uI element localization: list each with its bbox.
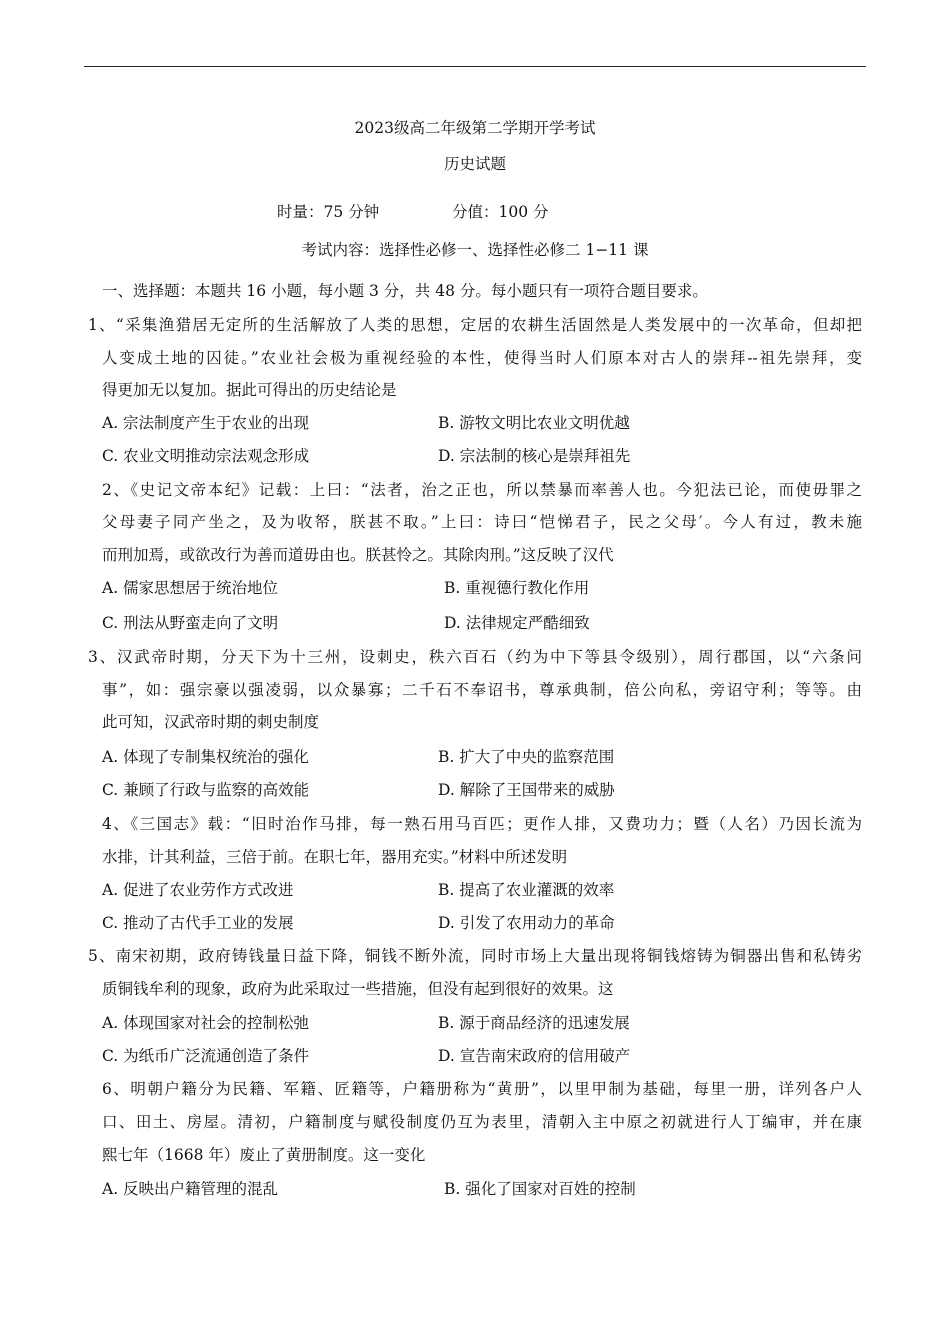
option-a: A. 儒家思想居于统治地位 xyxy=(102,579,279,597)
option-c: C. 刑法从野蛮走向了文明 xyxy=(102,614,279,632)
question-text-line: 人变成土地的囚徒。”农业社会极为重视经验的本性，使得当时人们原本对古人的崇拜--祖先崇拜，变 xyxy=(102,349,862,367)
exam-title: 2023级高二年级第二学期开学考试 xyxy=(354,119,596,137)
option-b: B. 源于商品经济的迅速发展 xyxy=(438,1014,630,1032)
option-b: B. 提高了农业灌溉的效率 xyxy=(438,881,615,899)
question-text-line: 6、明朝户籍分为民籍、军籍、匠籍等，户籍册称为“黄册”，以里甲制为基础，每里一册，详列各户人 xyxy=(102,1080,862,1098)
question-text-line: 质铜钱牟利的现象，政府为此采取过一些措施，但没有起到很好的效果。这 xyxy=(102,980,614,998)
option-a: A. 体现国家对社会的控制松弛 xyxy=(102,1014,310,1032)
question-text-line: 事”，如：强宗豪以强凌弱，以众暴寡；二千石不奉诏书，尊承典制，倍公向私，旁诏守利；等等。由 xyxy=(102,681,862,699)
question-text-line: 5、南宋初期，政府铸钱量日益下降，铜钱不断外流，同时市场上大量出现将铜钱熔铸为铜器出售和私铸劣 xyxy=(88,947,862,965)
question-text-line: 熙七年（1668 年）废止了黄册制度。这一变化 xyxy=(102,1146,426,1164)
option-a: A. 体现了专制集权统治的强化 xyxy=(102,748,310,766)
option-c: C. 推动了古代手工业的发展 xyxy=(102,914,294,932)
exam-scope: 考试内容：选择性必修一、选择性必修二 1−11 课 xyxy=(301,241,649,259)
option-c: C. 为纸币广泛流通创造了条件 xyxy=(102,1047,310,1065)
option-d: D. 宗法制的核心是崇拜祖先 xyxy=(438,447,631,465)
exam-duration: 时量：75 分钟 xyxy=(277,203,380,221)
option-c: C. 兼顾了行政与监察的高效能 xyxy=(102,781,310,799)
question-text-line: 3、汉武帝时期，分天下为十三州，设刺史，秩六百石（约为中下等县令级别），周行郡国，以“六条问 xyxy=(88,648,862,666)
option-b: B. 扩大了中央的监察范围 xyxy=(438,748,615,766)
question-text-line: 父母妻子同产坐之，及为收帑，朕甚不取。”上曰：诗曰“恺悌君子，民之父母′。今人有过，教未施 xyxy=(102,513,862,531)
option-d: D. 宣告南宋政府的信用破产 xyxy=(438,1047,631,1065)
option-d: D. 解除了王国带来的威胁 xyxy=(438,781,615,799)
question-text-line: 4、《三国志》载：“旧时治作马排，每一熟石用马百匹；更作人排，又费功力；暨（人名）乃因长流为 xyxy=(102,815,862,833)
option-a: A. 反映出户籍管理的混乱 xyxy=(102,1180,279,1198)
question-text-line: 水排，计其利益，三倍于前。在职七年，器用充实。”材料中所述发明 xyxy=(102,848,568,866)
option-c: C. 农业文明推动宗法观念形成 xyxy=(102,447,310,465)
question-text-line: 此可知，汉武帝时期的刺史制度 xyxy=(102,713,320,731)
exam-score: 分值：100 分 xyxy=(452,203,549,221)
option-a: A. 宗法制度产生于农业的出现 xyxy=(102,414,310,432)
question-text-line: 1、“采集渔猎居无定所的生活解放了人类的思想，定居的农耕生活固然是人类发展中的一次革命，但却把 xyxy=(88,316,862,334)
option-d: D. 法律规定严酷细致 xyxy=(444,614,590,632)
question-text-line: 2、《史记文帝本纪》记载：上曰：“法者，治之正也，所以禁暴而率善人也。今犯法已论，而使毋罪之 xyxy=(102,481,862,499)
question-text-line: 得更加无以复加。据此可得出的历史结论是 xyxy=(102,381,397,399)
section-instruction: 一、选择题：本题共 16 小题，每小题 3 分，共 48 分。每小题只有一项符合题目要求。 xyxy=(102,282,708,300)
question-text-line: 口、田土、房屋。清初，户籍制度与赋役制度仍互为表里，清朝入主中原之初就进行人丁编审，并在康 xyxy=(102,1113,862,1131)
subject-title: 历史试题 xyxy=(443,155,506,173)
top-rule xyxy=(84,66,866,67)
question-text-line: 而刑加焉，或欲改行为善而道毋由也。朕甚怜之。其除肉刑。”这反映了汉代 xyxy=(102,546,614,564)
option-b: B. 强化了国家对百姓的控制 xyxy=(444,1180,636,1198)
option-b: B. 重视德行教化作用 xyxy=(444,579,590,597)
option-b: B. 游牧文明比农业文明优越 xyxy=(438,414,630,432)
option-d: D. 引发了农用动力的革命 xyxy=(438,914,615,932)
option-a: A. 促进了农业劳作方式改进 xyxy=(102,881,294,899)
